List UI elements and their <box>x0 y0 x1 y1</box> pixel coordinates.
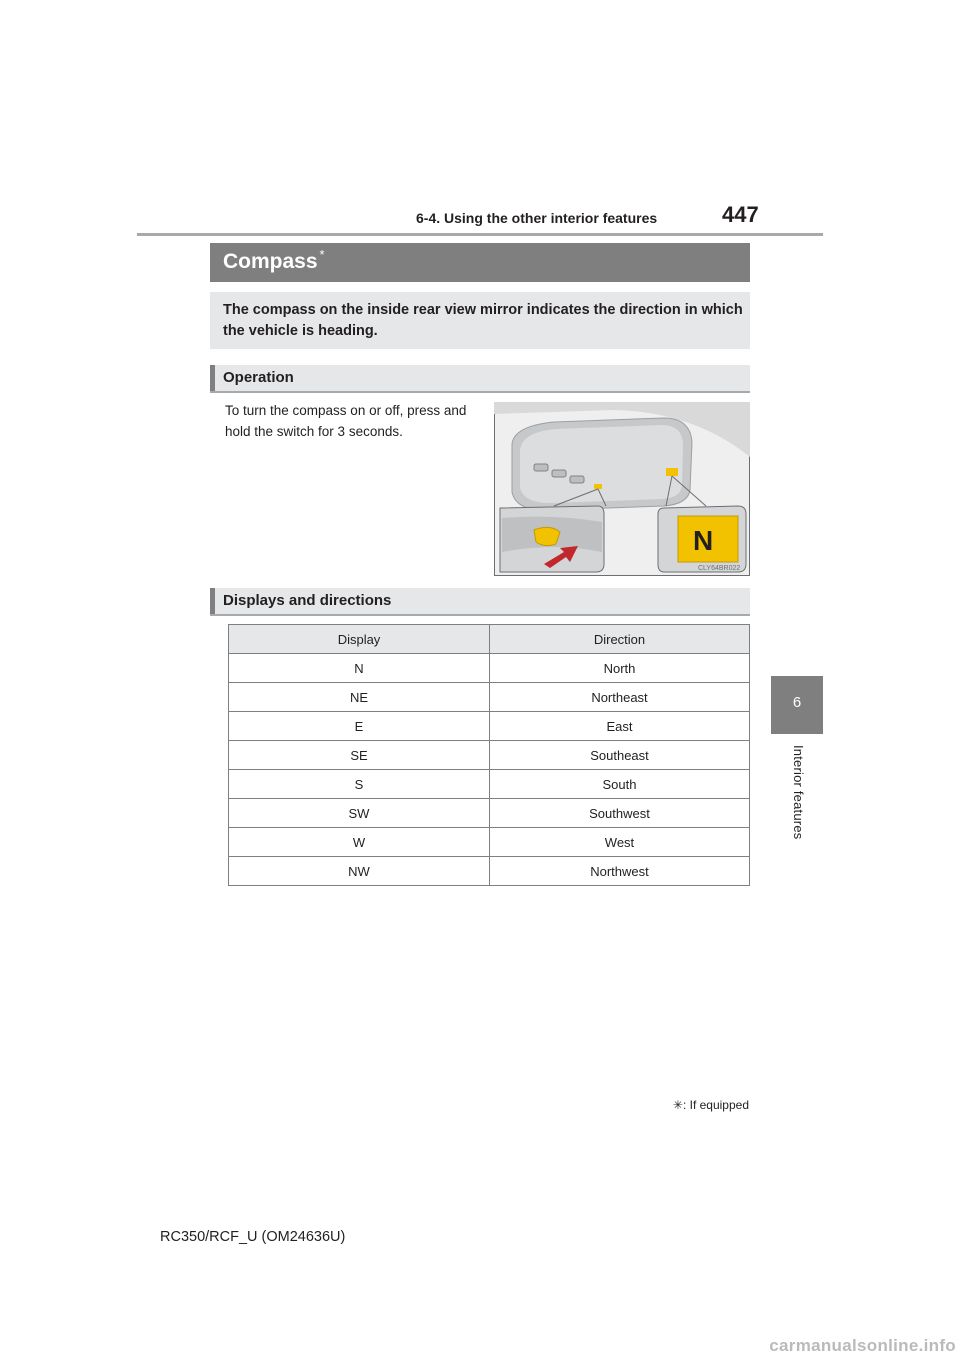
direction-cell: East <box>490 712 750 741</box>
running-header-title: 6-4. Using the other interior features <box>416 210 658 226</box>
operation-text: To turn the compass on or off, press and hold the switch for 3 seconds. <box>225 403 467 439</box>
table-row <box>229 741 750 770</box>
chapter-label: Interior features <box>791 745 806 840</box>
display-cell: NE <box>229 683 490 712</box>
heading-marker <box>210 365 215 391</box>
compass-mirror-figure <box>494 402 750 576</box>
direction-cell: West <box>490 828 750 857</box>
heading-marker <box>210 588 215 614</box>
page-title <box>223 247 325 274</box>
displays-heading <box>210 588 750 616</box>
title-bar <box>210 243 750 282</box>
operation-heading-text: Operation <box>223 369 294 386</box>
table-row <box>229 712 750 741</box>
direction-cell: North <box>490 654 750 683</box>
intro-text: The compass on the inside rear view mirror indicates the direction in which the vehicle is heading. <box>223 302 743 339</box>
display-cell: S <box>229 770 490 799</box>
display-cell: W <box>229 828 490 857</box>
table-row <box>229 857 750 886</box>
direction-cell: Southeast <box>490 741 750 770</box>
table-row <box>229 799 750 828</box>
intro-box <box>210 292 750 349</box>
footer-model: RC350/RCF_U (OM24636U) <box>160 1229 346 1245</box>
chapter-number: 6 <box>792 694 802 711</box>
header-rule <box>137 233 823 236</box>
column-header-direction: Direction <box>490 625 750 654</box>
watermark: carmanualsonline.info <box>769 1336 956 1355</box>
chapter-tab <box>771 676 823 734</box>
displays-heading-text: Displays and directions <box>223 592 392 609</box>
directions-table <box>228 624 750 886</box>
table-row <box>229 828 750 857</box>
display-cell: E <box>229 712 490 741</box>
if-equipped-star: * <box>319 247 325 262</box>
direction-cell: Northwest <box>490 857 750 886</box>
table-row <box>229 770 750 799</box>
footnote: ✳: If equipped <box>672 1098 749 1112</box>
display-cell: SW <box>229 799 490 828</box>
figure-display-letter: N <box>693 525 714 556</box>
operation-heading <box>210 365 750 393</box>
display-cell: N <box>229 654 490 683</box>
direction-cell: Southwest <box>490 799 750 828</box>
direction-cell: South <box>490 770 750 799</box>
direction-cell: Northeast <box>490 683 750 712</box>
page-number: 447 <box>722 202 759 227</box>
table-row <box>229 654 750 683</box>
display-cell: SE <box>229 741 490 770</box>
table-row <box>229 683 750 712</box>
column-header-display: Display <box>229 625 490 654</box>
table-header-row <box>229 625 750 654</box>
page-title-text: Compass <box>223 250 318 273</box>
figure-code: CLY64BR022 <box>698 565 741 572</box>
display-cell: NW <box>229 857 490 886</box>
